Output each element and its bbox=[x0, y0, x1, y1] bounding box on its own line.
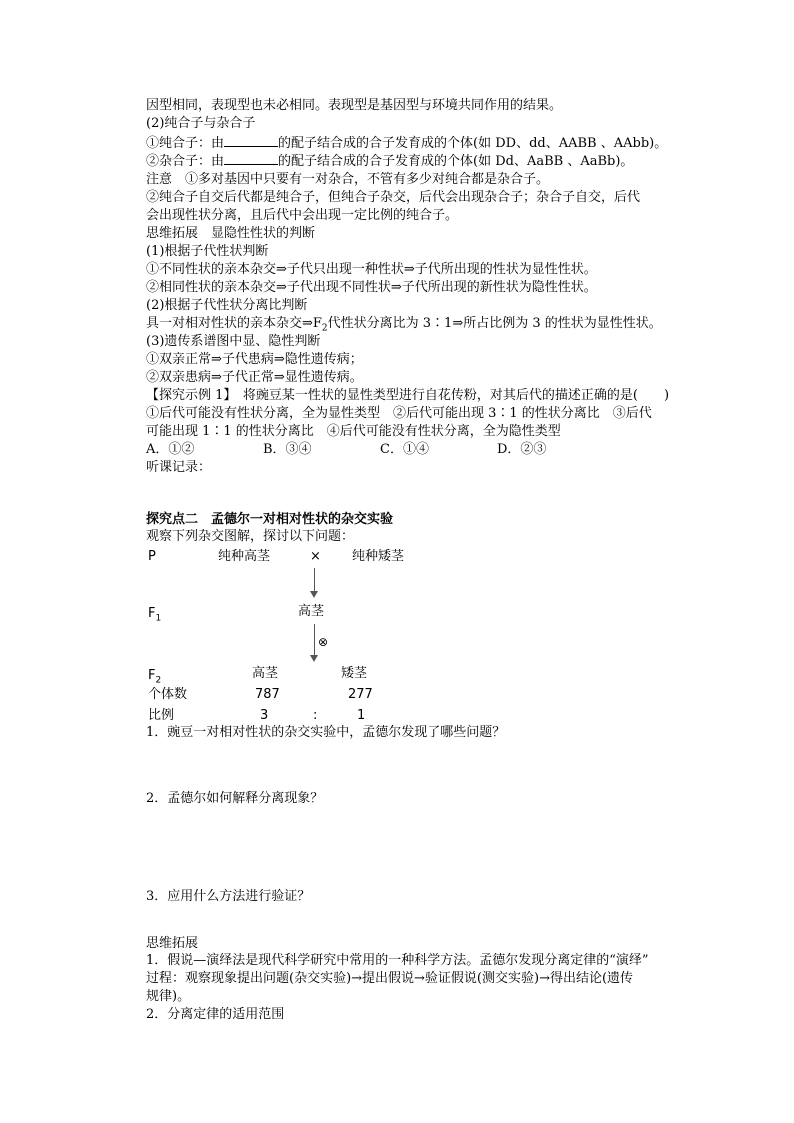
note-line: 注意 ①多对基因中只要有一对杂合，不管有多少对纯合都是杂合子。 bbox=[146, 172, 550, 187]
f1-sub: 1 bbox=[155, 613, 162, 624]
f2-tall: 高茎 bbox=[252, 666, 279, 681]
text-line: 观察下列杂交图解，探讨以下问题： bbox=[146, 529, 355, 544]
ratio-short: 1 bbox=[357, 708, 366, 723]
text-line: (3)遗传系谱图中显、隐性判断 bbox=[146, 334, 321, 349]
ratio-colon: : bbox=[313, 708, 318, 723]
text-line: ①不同性状的亲本杂交⇒子代只出现一种性状⇒子代所出现的性状为显性性状。 bbox=[146, 262, 597, 277]
section-heading: 思维拓展 显隐性性状的判断 bbox=[146, 226, 316, 241]
option-c[interactable]: C．①④ bbox=[380, 442, 429, 457]
homozygote-text: 的配子结合成的合子发育成的个体(如 DD、dd、AABB 、AAbb)。 bbox=[278, 136, 668, 151]
f2-letter: F bbox=[148, 668, 156, 683]
text-line: (1)根据子代性状判断 bbox=[146, 244, 269, 259]
heterozygote-text: 的配子结合成的合子发育成的个体(如 Dd、AaBB 、AaBb)。 bbox=[278, 154, 634, 169]
text-line: 2．分离定律的适用范围 bbox=[146, 1007, 285, 1022]
text-line: (2)根据子代性状分离比判断 bbox=[146, 298, 308, 313]
ratio-sub: 2 bbox=[321, 323, 328, 334]
text-line: 1．假说—演绎法是现代科学研究中常用的一种科学方法。孟德尔发现分离定律的“演绎” bbox=[146, 953, 649, 968]
question-2: 2．孟德尔如何解释分离现象？ bbox=[146, 791, 324, 806]
ratio-text-a: 具一对相对性状的亲本杂交⇒F bbox=[146, 316, 322, 331]
example-heading: 【探究示例 1】 将豌豆某一性状的显性类型进行自花传粉，对其后代的描述正确的是( ) bbox=[146, 388, 670, 403]
cross-symbol: × bbox=[310, 549, 321, 564]
p-left-parent: 纯种高茎 bbox=[218, 549, 271, 564]
extension-heading: 思维拓展 bbox=[146, 936, 199, 951]
fill-blank[interactable] bbox=[224, 152, 278, 165]
option-b[interactable]: B．③④ bbox=[263, 442, 312, 457]
f1-letter: F bbox=[148, 606, 156, 621]
fill-blank[interactable] bbox=[224, 134, 278, 147]
text-line: ②纯合子自交后代都是纯合子，但纯合子杂交，后代会出现杂合子；杂合子自交，后代 bbox=[146, 190, 641, 205]
question-3: 3．应用什么方法进行验证？ bbox=[146, 889, 311, 904]
arrow-line bbox=[314, 624, 315, 656]
count-tall: 787 bbox=[255, 687, 280, 702]
answer-options bbox=[146, 441, 546, 458]
p-right-parent: 纯种矮茎 bbox=[352, 549, 405, 564]
option-a[interactable]: A．①② bbox=[146, 442, 195, 457]
text-line: ①后代可能没有性状分离，全为显性类型 ②后代可能出现 3∶1 的性状分离比 ③后代 bbox=[146, 406, 652, 421]
section-title: 探究点二 孟德尔一对相对性状的杂交实验 bbox=[146, 512, 394, 527]
self-cross-icon: ⊗ bbox=[318, 635, 329, 649]
count-short: 277 bbox=[348, 687, 373, 702]
ratio-label: 比例 bbox=[148, 708, 175, 723]
text-line: 因型相同，表现型也未必相同。表现型是基因型与环境共同作用的结果。 bbox=[146, 98, 563, 113]
text-line bbox=[146, 134, 667, 152]
f2-sub: 2 bbox=[155, 675, 162, 686]
text-line: ②双亲患病⇒子代正常⇒显性遗传病。 bbox=[146, 370, 363, 385]
text-line: 规律)。 bbox=[146, 989, 191, 1004]
question-1: 1．豌豆一对相对性状的杂交实验中，孟德尔发现了哪些问题？ bbox=[146, 725, 506, 740]
p-generation-label: P bbox=[148, 549, 156, 564]
f1-generation-label bbox=[148, 605, 161, 628]
text-line: ①双亲正常⇒子代患病⇒隐性遗传病； bbox=[146, 352, 363, 367]
count-label: 个体数 bbox=[148, 687, 188, 702]
ratio-text-b: 代性状分离比为 3∶1⇒所占比例为 3 的性状为显性性状。 bbox=[327, 316, 662, 331]
homozygote-label: ①纯合子：由 bbox=[146, 136, 225, 151]
text-line: (2)纯合子与杂合子 bbox=[146, 116, 256, 131]
option-d[interactable]: D．②③ bbox=[497, 442, 547, 457]
text-line: 过程：观察现象提出问题(杂交实验)→提出假说→验证假说(测交实验)→得出结论(遗传 bbox=[146, 971, 634, 986]
text-line bbox=[146, 152, 633, 170]
text-line: 可能出现 1∶1 的性状分离比 ④后代可能没有性状分离，全为隐性类型 bbox=[146, 424, 561, 439]
arrow-line bbox=[314, 568, 315, 592]
notes-label: 听课记录： bbox=[146, 460, 212, 475]
heterozygote-label: ②杂合子：由 bbox=[146, 154, 225, 169]
arrow-down-icon bbox=[310, 591, 318, 598]
text-line: 会出现性状分离，且后代中会出现一定比例的纯合子。 bbox=[146, 208, 459, 223]
arrow-down-icon bbox=[310, 655, 318, 662]
f1-phenotype: 高茎 bbox=[298, 604, 325, 619]
ratio-tall: 3 bbox=[260, 708, 269, 723]
text-line: ②相同性状的亲本杂交⇒子代出现不同性状⇒子代所出现的新性状为隐性性状。 bbox=[146, 280, 597, 295]
f2-short: 矮茎 bbox=[341, 666, 368, 681]
